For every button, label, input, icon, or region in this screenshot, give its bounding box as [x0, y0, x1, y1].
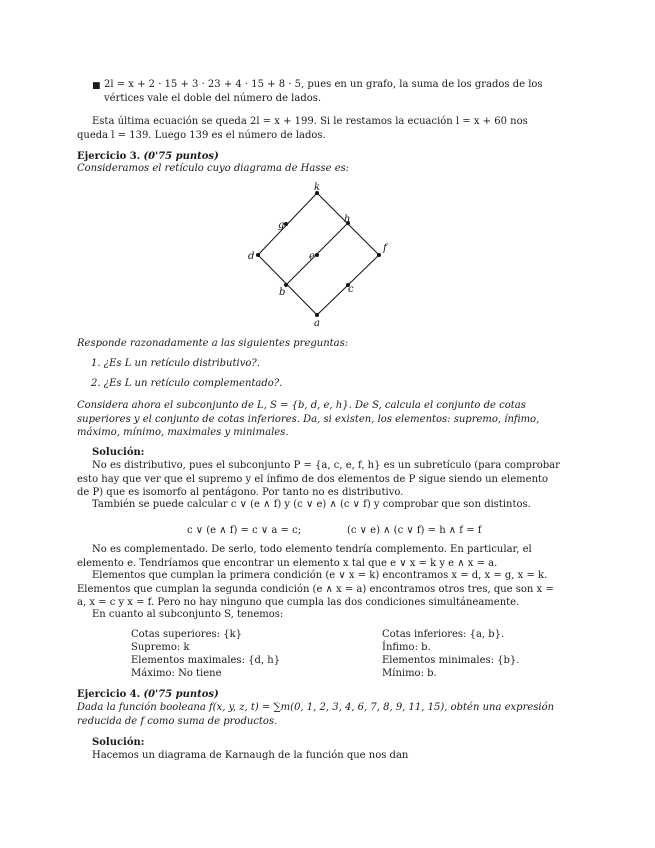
hasse-label: a [314, 318, 320, 329]
hasse-label: d [248, 251, 255, 262]
ex3-sol-eq1: c ∨ (e ∧ f) = c ∨ a = c; [187, 525, 302, 536]
table-left-cell: Cotas superiores: {k} [131, 629, 243, 640]
ex3-prompt: Consideramos el retículo cuyo diagrama de Hasse es: [77, 163, 350, 174]
hasse-label: g [278, 220, 285, 231]
ex4-sol-text: Hacemos un diagrama de Karnaugh de la función que nos dan [92, 750, 409, 761]
ex3-sol-p3: No es complementado. De serlo, todo elemento tendría complemento. En particular, el elemento e. Tendríamos que encontrar un elemento x tal que e ∨ x = k y e ∧ x = a. [77, 544, 532, 569]
hasse-diagram [238, 180, 398, 330]
ex3-heading: Ejercicio 3. [77, 151, 141, 162]
hasse-node [256, 253, 260, 257]
ex3-sol-p4: Elementos que cumplan la primera condición (e ∨ x = k) encontramos x = d, x = g, x = k. Elementos que cumplan la segunda condición (e ∧ x = a) encontramos otros tres, que son x = a, x = c y x = f. Pero no hay ninguno que cumpla las dos condiciones simultáneamente. [77, 570, 554, 608]
question-1: 1. ¿Es L un retículo distributivo?. [91, 358, 260, 369]
hasse-label: c [348, 284, 354, 295]
hasse-node [284, 222, 288, 226]
ex3-sol-p2: También se puede calcular c ∨ (e ∧ f) y (c ∨ e) ∧ (c ∨ f) y comprobar que son distintos. [92, 499, 531, 510]
question-2: 2. ¿Es L un retículo complementado?. [91, 378, 283, 389]
ex4-heading: Ejercicio 4. [77, 689, 141, 700]
ex3-points: (0'75 puntos) [143, 151, 219, 162]
ex4-solution-label: Solución: [92, 737, 145, 748]
table-right-cell: Cotas inferiores: {a, b}. [382, 629, 505, 640]
questions-intro: Responde razonadamente a las siguientes preguntas: [77, 338, 349, 349]
table-right-cell: Elementos minimales: {b}. [382, 655, 520, 666]
ex3-solution-label: Solución: [92, 447, 145, 458]
hasse-label: e [309, 251, 315, 262]
hasse-node [315, 253, 319, 257]
hasse-node [377, 253, 381, 257]
ex3-sol-p5: En cuanto al subconjunto S, tenemos: [92, 609, 284, 620]
bullet-marker: ■ [92, 81, 101, 91]
hasse-label: b [279, 287, 286, 298]
table-right-cell: Mínimo: b. [382, 668, 437, 679]
ex3-sol-p1: No es distributivo, pues el subconjunto P = {a, c, e, f, h} es un subretículo (para comprobar esto hay que ver que el supremo y el ínfimo de dos elementos de P sigue siendo un elemento de P) que es isomorfo al pentágono. Por tanto no es distributivo. [77, 460, 560, 498]
hasse-label: f [383, 243, 387, 254]
ex4-points: (0'75 puntos) [143, 689, 219, 700]
hasse-label: h [344, 214, 351, 225]
table-left-cell: Supremo: k [131, 642, 190, 653]
ex4-heading-line [77, 688, 562, 702]
table-right-cell: Ínfimo: b. [382, 642, 431, 653]
intro-paragraph: Esta última ecuación se queda 2l = x + 199. Si le restamos la ecuación l = x + 60 nos queda l = 139. Luego 139 es el número de lados. [77, 116, 528, 141]
ex4-prompt: Dada la función booleana f(x, y, z, t) = ∑m(0, 1, 2, 3, 4, 6, 7, 8, 9, 11, 15), obtén una expresión reducida de f como suma de productos. [77, 702, 555, 727]
bullet-text: 2l = x + 2 · 15 + 3 · 23 + 4 · 15 + 8 · 5, pues en un grafo, la suma de los grados de los vértices vale el doble del número de lados. [104, 79, 543, 104]
table-left-cell: Elementos maximales: {d, h} [131, 655, 281, 666]
subset-text: Considera ahora el subconjunto de L, S = {b, d, e, h}. De S, calcula el conjunto de cotas superiores y el conjunto de cotas inferiores. Da, si existen, los elementos: supremo, ínfimo, máximo, mínimo, maximales y minimales. [77, 400, 540, 438]
table-left-cell: Máximo: No tiene [131, 668, 222, 679]
hasse-label: k [314, 182, 321, 193]
ex3-sol-eq2: (c ∨ e) ∧ (c ∨ f) = h ∧ f = f [347, 525, 482, 536]
hasse-node [315, 313, 319, 317]
